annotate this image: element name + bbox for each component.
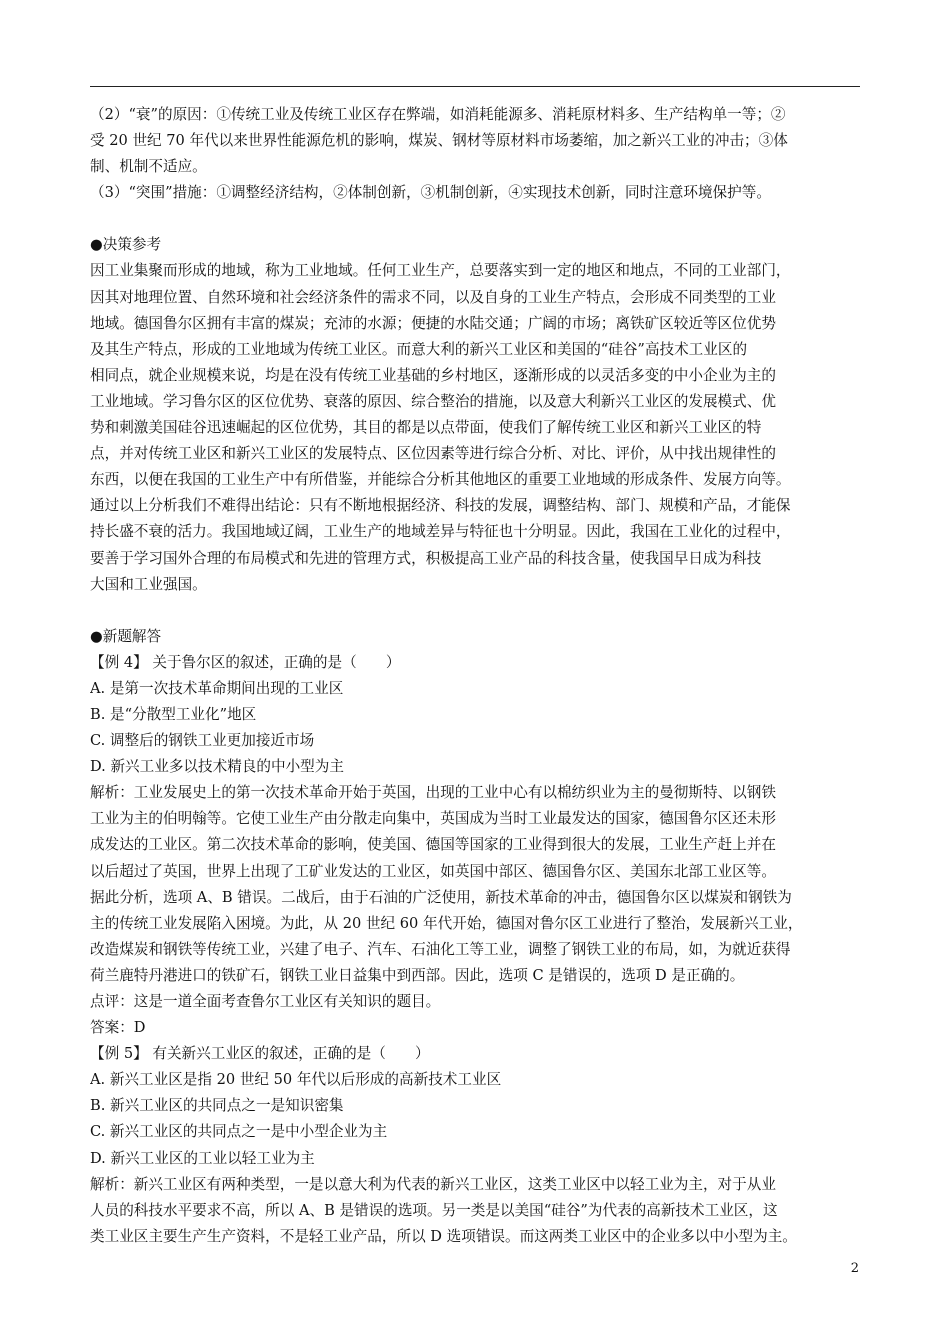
text-line: 相同点，就企业规模来说，均是在没有传统工业基础的乡村地区，逐渐形成的以灵活多变的中小企业为主的 (90, 366, 776, 384)
section-decision-reference (90, 232, 862, 597)
analysis-line: 类工业区主要生产生产资料，不是轻工业产品，所以 D 选项错误。而这两类工业区中的企业多以中小型为主。 (90, 1227, 797, 1245)
text-line: 及其生产特点，形成的工业地域为传统工业区。而意大利的新兴工业区和美国的“硅谷”高技术工业区的 (90, 340, 748, 358)
analysis-line: 解析：工业发展史上的第一次技术革命开始于英国，出现的工业中心有以棉纺织业为主的曼彻斯特、以钢铁 (90, 784, 776, 802)
option-c: C. 新兴工业区的共同点之一是中小型企业为主 (90, 1123, 388, 1141)
answer-line: 答案：D (90, 1019, 146, 1037)
analysis-line: 工业为主的伯明翰等。它使工业生产由分散走向集中，英国成为当时工业最发达的国家，德国鲁尔区还未形 (90, 810, 776, 828)
analysis-line: 据此分析，选项 A、B 错误。二战后，由于石油的广泛使用，新技术革命的冲击，德国鲁尔区以煤炭和钢铁为 (90, 888, 792, 906)
option-c: C. 调整后的钢铁工业更加接近市场 (90, 732, 315, 750)
text-line: 受 20 世纪 70 年代以来世界性能源危机的影响，煤炭、钢材等原材料市场萎缩，加之新兴工业的冲击；③体 (90, 132, 788, 150)
text-line: 持长盛不衰的活力。我国地域辽阔，工业生产的地域差异与特征也十分明显。因此，我国在工业化的过程中， (90, 523, 791, 541)
text-line: （3）“突围”措施：①调整经济结构，②体制创新，③机制创新，④实现技术创新，同时注意环境保护等。 (90, 184, 771, 202)
analysis-line: 以后超过了英国，世界上出现了工矿业发达的工业区，如英国中部区、德国鲁尔区、美国东北部工业区等。 (90, 862, 776, 880)
analysis-line: 改造煤炭和钢铁等传统工业，兴建了电子、汽车、石油化工等工业，调整了钢铁工业的布局，如，为就近获得 (90, 940, 791, 958)
spacer (90, 206, 862, 232)
text-line: （2）“衰”的原因：①传统工业及传统工业区存在弊端，如消耗能源多、消耗原材料多、生产结构单一等；② (90, 106, 786, 123)
option-b: B. 是“分散型工业化”地区 (90, 705, 257, 723)
section-new-questions (90, 624, 862, 1250)
option-a: A. 是第一次技术革命期间出现的工业区 (90, 679, 344, 697)
document-body (90, 102, 862, 1250)
text-line: 大国和工业强国。 (90, 575, 207, 593)
text-line: 东西，以便在我国的工业生产中有所借鉴，并能综合分析其他地区的重要工业地域的形成条件、发展方向等。 (90, 471, 791, 489)
example-4-question: 【例 4】 关于鲁尔区的叙述，正确的是（ ） (90, 653, 401, 671)
text-line: 因其对地理位置、自然环境和社会经济条件的需求不同，以及自身的工业生产特点，会形成不同类型的工业 (90, 288, 776, 306)
option-b: B. 新兴工业区的共同点之一是知识密集 (90, 1097, 344, 1115)
example-5-question: 【例 5】 有关新兴工业区的叙述，正确的是（ ） (90, 1045, 430, 1063)
text-line: 势和刺激美国硅谷迅速崛起的区位优势，其目的都是以点带面，使我们了解传统工业区和新兴工业区的特 (90, 419, 762, 437)
analysis-line: 人员的科技水平要求不高，所以 A、B 是错误的选项。另一类是以美国“硅谷”为代表的高新技术工业区，这 (90, 1201, 778, 1219)
comment-line: 点评：这是一道全面考查鲁尔工业区有关知识的题目。 (90, 993, 441, 1010)
analysis-line: 主的传统工业发展陷入困境。为此，从 20 世纪 60 年代开始，德国对鲁尔区工业进行了整治，发展新兴工业， (90, 914, 803, 932)
text-line: 地域。德国鲁尔区拥有丰富的煤炭；充沛的水源；便捷的水陆交通；广阔的市场；离铁矿区较近等区位优势 (90, 314, 776, 332)
page-number: 2 (850, 1261, 859, 1276)
paragraph-block-decline-reasons (90, 102, 862, 206)
spacer (90, 598, 862, 624)
analysis-line: 荷兰鹿特丹港进口的铁矿石，钢铁工业日益集中到西部。因此，选项 C 是错误的，选项 D 是正确的。 (90, 966, 745, 984)
text-line: 因工业集聚而形成的地域，称为工业地域。任何工业生产，总要落实到一定的地区和地点，不同的工业部门， (90, 262, 791, 280)
text-line: 通过以上分析我们不难得出结论：只有不断地根据经济、科技的发展，调整结构、部门、规模和产品，才能保 (90, 497, 791, 515)
text-line: 要善于学习国外合理的布局模式和先进的管理方式，积极提高工业产品的科技含量，使我国早日成为科技 (90, 549, 762, 567)
header-rule (90, 86, 860, 87)
option-d: D. 新兴工业多以技术精良的中小型为主 (90, 758, 344, 776)
text-line: 点，并对传统工业区和新兴工业区的发展特点、区位因素等进行综合分析、对比、评价，从中找出规律性的 (90, 445, 776, 463)
analysis-line: 成发达的工业区。第二次技术革命的影响，使美国、德国等国家的工业得到很大的发展，工业生产赶上并在 (90, 836, 776, 854)
text-line: 工业地域。学习鲁尔区的区位优势、衰落的原因、综合整治的措施，以及意大利新兴工业区的发展模式、优 (90, 392, 776, 410)
section-heading: ●新题解答 (90, 627, 162, 645)
section-heading: ●决策参考 (90, 236, 162, 254)
option-a: A. 新兴工业区是指 20 世纪 50 年代以后形成的高新技术工业区 (90, 1071, 502, 1089)
option-d: D. 新兴工业区的工业以轻工业为主 (90, 1149, 315, 1167)
text-line: 制、机制不适应。 (90, 158, 207, 176)
analysis-line: 解析：新兴工业区有两种类型，一是以意大利为代表的新兴工业区，这类工业区中以轻工业为主，对于从业 (90, 1175, 776, 1193)
